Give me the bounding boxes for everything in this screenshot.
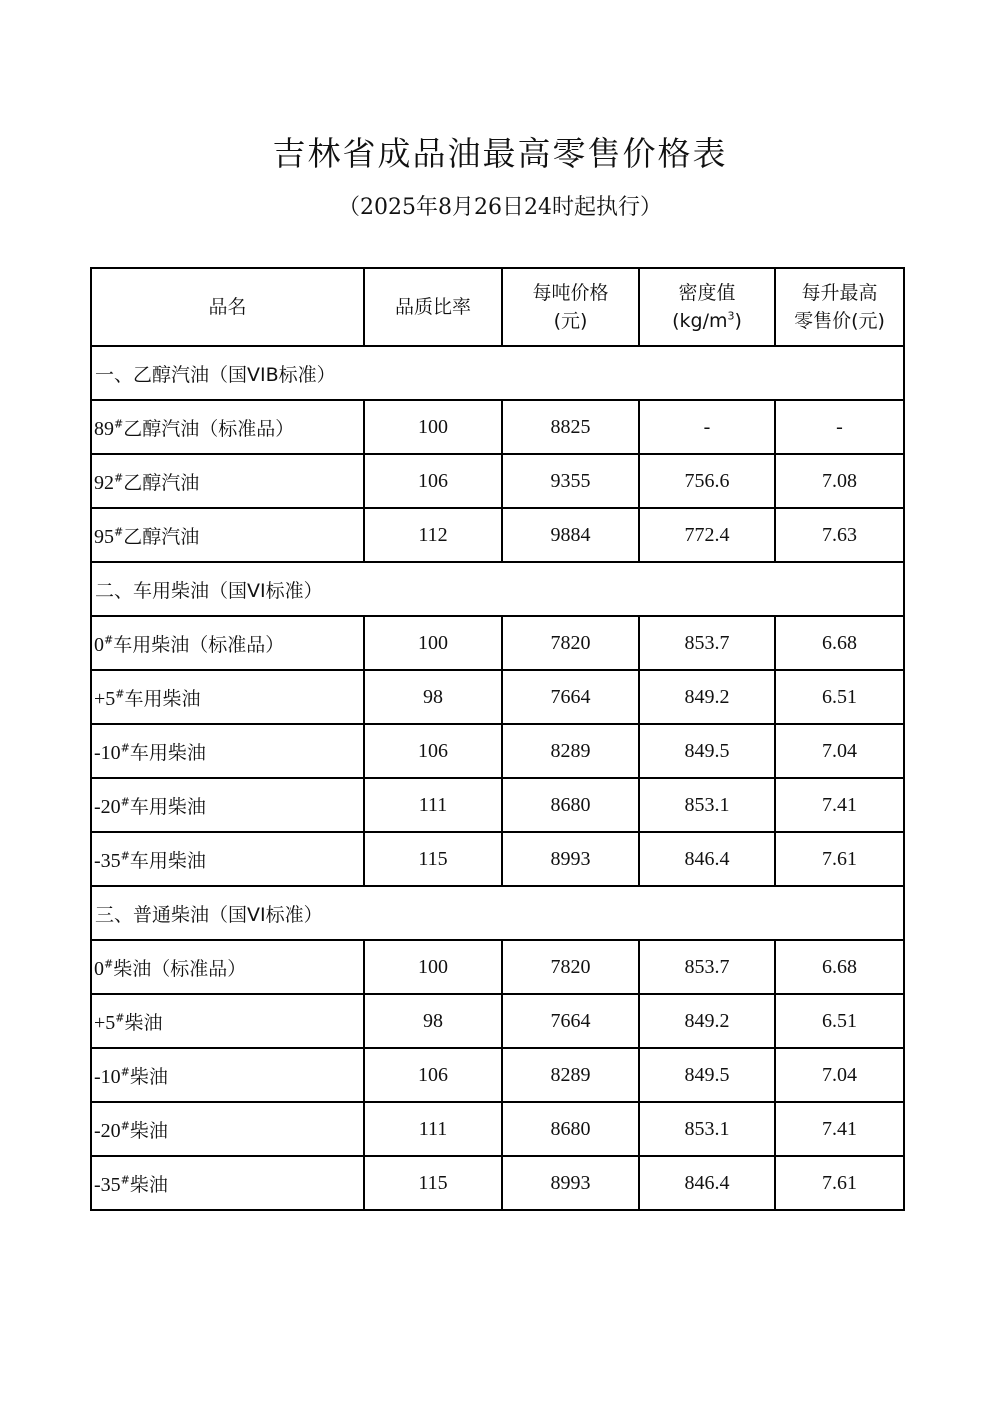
product-label: 柴油 [124,1011,163,1034]
header-density [639,268,775,346]
table-row [91,616,904,670]
density-cell: 853.1 [639,778,775,832]
ton-price-cell: 8289 [502,1048,639,1102]
table-row [91,670,904,724]
product-name-cell [91,508,364,562]
density-cell: - [639,400,775,454]
ton-price-cell: 7820 [502,940,639,994]
table-header-row [91,268,904,346]
product-name-cell [91,832,364,886]
table-row [91,1102,904,1156]
ton-price-cell: 9884 [502,508,639,562]
ton-price-cell: 8993 [502,1156,639,1210]
product-grade: -10 [94,741,121,764]
ton-price-cell: 7664 [502,994,639,1048]
product-grade: 0 [94,633,104,656]
header-density-unit-exponent: 3 [727,309,735,323]
header-name: 品名 [91,268,364,346]
liter-price-cell: 7.41 [775,778,904,832]
density-cell: 772.4 [639,508,775,562]
density-cell: 849.2 [639,670,775,724]
quality-ratio-cell: 111 [364,778,502,832]
grade-mark: # [115,687,125,701]
density-cell: 853.7 [639,940,775,994]
product-grade: 92 [94,471,114,494]
table-row [91,454,904,508]
grade-mark: # [104,957,114,971]
product-name-cell [91,724,364,778]
liter-price-cell: 7.63 [775,508,904,562]
product-label: 车用柴油（标准品） [113,633,285,656]
product-name-cell [91,454,364,508]
quality-ratio-cell: 112 [364,508,502,562]
product-label: 车用柴油 [129,849,206,872]
effective-date-subtitle: （2025年8月26日24时起执行） [338,195,662,220]
product-name-cell [91,940,364,994]
section-header-row [91,346,904,400]
quality-ratio-cell: 98 [364,670,502,724]
liter-price-cell: 7.41 [775,1102,904,1156]
grade-mark: # [104,633,114,647]
price-table [90,267,905,1211]
grade-mark: # [120,849,130,863]
table-row [91,994,904,1048]
product-grade: -20 [94,795,121,818]
header-ton-price [502,268,639,346]
section-title: 二、车用柴油（国VI标准） [91,562,904,616]
liter-price-cell: - [775,400,904,454]
grade-mark: # [120,741,130,755]
liter-price-cell: 6.51 [775,670,904,724]
grade-mark: # [120,795,130,809]
table-row [91,940,904,994]
header-quality-ratio: 品质比率 [364,268,502,346]
liter-price-cell: 7.61 [775,832,904,886]
section-title: 一、乙醇汽油（国VIB标准） [91,346,904,400]
table-row [91,1048,904,1102]
product-name-cell [91,400,364,454]
density-cell: 849.2 [639,994,775,1048]
quality-ratio-cell: 100 [364,616,502,670]
table-row [91,400,904,454]
product-label: 乙醇汽油（标准品） [123,417,295,440]
product-grade: -35 [94,1173,121,1196]
product-grade: 95 [94,525,114,548]
density-cell: 756.6 [639,454,775,508]
product-label: 柴油 [129,1119,168,1142]
liter-price-cell: 6.51 [775,994,904,1048]
density-cell: 846.4 [639,1156,775,1210]
product-name-cell [91,1048,364,1102]
table-body [91,346,904,1210]
product-name-cell [91,670,364,724]
quality-ratio-cell: 111 [364,1102,502,1156]
ton-price-cell: 8993 [502,832,639,886]
product-label: 车用柴油 [129,795,206,818]
quality-ratio-cell: 115 [364,832,502,886]
product-grade: +5 [94,687,116,710]
product-grade: 0 [94,957,104,980]
grade-mark: # [114,525,124,539]
density-cell: 853.7 [639,616,775,670]
grade-mark: # [114,471,124,485]
table-row [91,832,904,886]
table-row [91,508,904,562]
grade-mark: # [115,1011,125,1025]
header-liter-price [775,268,904,346]
product-label: 乙醇汽油 [123,471,200,494]
ton-price-cell: 8289 [502,724,639,778]
header-ton-price-line2: (元) [553,310,588,332]
product-grade: -20 [94,1119,121,1142]
quality-ratio-cell: 100 [364,400,502,454]
quality-ratio-cell: 106 [364,454,502,508]
header-density-unit-close: ) [734,310,742,332]
ton-price-cell: 7820 [502,616,639,670]
liter-price-cell: 7.04 [775,1048,904,1102]
product-name-cell [91,994,364,1048]
section-header-row [91,886,904,940]
table-row [91,1156,904,1210]
section-title: 三、普通柴油（国VI标准） [91,886,904,940]
density-cell: 849.5 [639,724,775,778]
ton-price-cell: 7664 [502,670,639,724]
product-name-cell [91,616,364,670]
document-title: 吉林省成品油最高零售价格表 [272,134,728,173]
liter-price-cell: 6.68 [775,616,904,670]
table-row [91,724,904,778]
grade-mark: # [114,417,124,431]
header-liter-price-line1: 每升最高 [801,282,878,304]
product-name-cell [91,778,364,832]
product-grade: +5 [94,1011,116,1034]
product-grade: -35 [94,849,121,872]
section-header-row [91,562,904,616]
ton-price-cell: 8680 [502,778,639,832]
header-density-line1: 密度值 [678,282,736,304]
header-density-unit: (kg/m [672,310,728,332]
grade-mark: # [120,1065,130,1079]
quality-ratio-cell: 98 [364,994,502,1048]
ton-price-cell: 9355 [502,454,639,508]
product-label: 柴油 [129,1173,168,1196]
quality-ratio-cell: 100 [364,940,502,994]
header-ton-price-line1: 每吨价格 [532,282,609,304]
liter-price-cell: 7.04 [775,724,904,778]
density-cell: 849.5 [639,1048,775,1102]
product-name-cell [91,1156,364,1210]
grade-mark: # [120,1173,130,1187]
product-grade: 89 [94,417,114,440]
product-name-cell [91,1102,364,1156]
ton-price-cell: 8825 [502,400,639,454]
ton-price-cell: 8680 [502,1102,639,1156]
density-cell: 853.1 [639,1102,775,1156]
product-label: 柴油 [129,1065,168,1088]
quality-ratio-cell: 106 [364,724,502,778]
quality-ratio-cell: 115 [364,1156,502,1210]
liter-price-cell: 6.68 [775,940,904,994]
product-label: 乙醇汽油 [123,525,200,548]
header-liter-price-line2: 零售价(元) [794,310,885,332]
liter-price-cell: 7.61 [775,1156,904,1210]
product-label: 车用柴油 [124,687,201,710]
density-cell: 846.4 [639,832,775,886]
grade-mark: # [120,1119,130,1133]
product-grade: -10 [94,1065,121,1088]
table-row [91,778,904,832]
product-label: 车用柴油 [129,741,206,764]
product-label: 柴油（标准品） [113,957,247,980]
quality-ratio-cell: 106 [364,1048,502,1102]
liter-price-cell: 7.08 [775,454,904,508]
